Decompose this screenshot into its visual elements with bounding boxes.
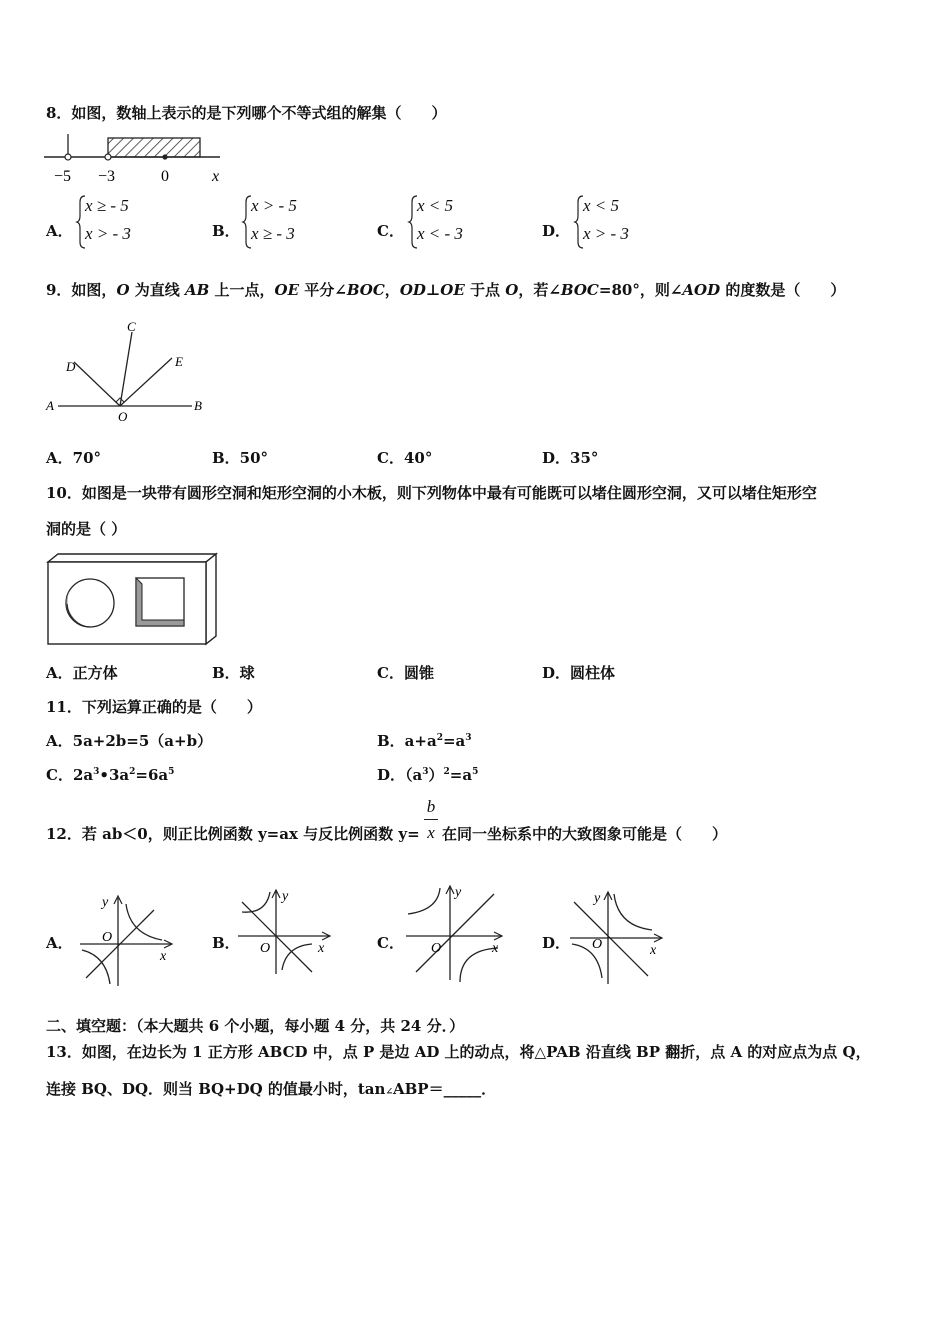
q9-label-a: A	[46, 398, 54, 413]
q12-a-o: O	[102, 930, 113, 945]
q8-option-d-letter[interactable]: D．	[542, 222, 571, 240]
q12-fraction-numerator: b	[426, 797, 436, 816]
q8-option-b-system	[243, 194, 323, 250]
q8-number-line-figure	[44, 128, 244, 188]
q8-option-a-letter[interactable]: A．	[46, 222, 73, 240]
q8-b-line1: x > - 5	[251, 196, 297, 215]
q12-stem-pre: 12．若 ab＜0，则正比例函数 y=ax 与反比例函数 y=	[46, 825, 420, 843]
q13-line2: 连接 BQ、DQ．则当 BQ+DQ 的值最小时，tan∠ABP＝_____．	[46, 1080, 497, 1098]
q9-label-e: E	[175, 354, 183, 369]
q12-c-x: x	[492, 941, 499, 956]
q12-option-c-letter[interactable]: C．	[377, 934, 404, 952]
q12-a-x: x	[160, 949, 167, 964]
q12-d-x: x	[650, 943, 657, 958]
q9-angle-figure	[44, 318, 214, 428]
q11-option-a[interactable]: A．5a+2b=5（a+b）	[46, 732, 213, 750]
q8-c-line1: x < 5	[417, 196, 454, 215]
q9-option-a[interactable]: A．70°	[46, 449, 102, 467]
q8-option-a-system	[77, 194, 157, 250]
q12-option-b-letter[interactable]: B．	[212, 934, 240, 952]
q12-option-a-letter[interactable]: A．	[46, 934, 73, 952]
q9-label-c: C	[127, 319, 136, 334]
q8-a-line1: x ≥ - 5	[85, 196, 129, 215]
section-2-title: 二、填空题：（本大题共 6 个小题，每小题 4 分，共 24 分．）	[46, 1017, 465, 1035]
q9-stem: 9．如图，O 为直线 AB 上一点，OE 平分∠BOC，OD⊥OE 于点 O，若∠BOC=80°，则∠AOD 的度数是（ ）	[46, 281, 846, 299]
axis-label-minus3: −3	[98, 168, 116, 185]
q9-label-d: D	[66, 359, 76, 374]
q8-b-line2: x ≥ - 3	[251, 224, 295, 243]
q11-option-b[interactable]: B．$a+a^2=a^3$	[377, 732, 472, 750]
axis-label-x: x	[212, 168, 220, 185]
q10-option-a[interactable]: A．正方体	[46, 664, 118, 682]
q12-option-c-graph	[402, 880, 512, 990]
q8-option-c-letter[interactable]: C．	[377, 222, 404, 240]
q8-a-line2: x > - 3	[85, 224, 131, 243]
q12-stem-post: 在同一坐标系中的大致图象可能是（ ）	[442, 825, 728, 843]
axis-label-minus5: −5	[54, 168, 72, 185]
q12-c-o: O	[431, 941, 442, 956]
q10-option-b[interactable]: B．球	[212, 664, 255, 682]
q8-d-line1: x < 5	[583, 196, 620, 215]
q8-c-line2: x < - 3	[417, 224, 463, 243]
q10-stem-line2: 洞的是（ ）	[46, 520, 127, 538]
axis-label-zero: 0	[161, 168, 169, 185]
q12-fraction-denominator: x	[427, 823, 435, 842]
q12-d-o: O	[592, 937, 603, 952]
q12-option-d-graph	[568, 886, 668, 986]
q13-line1: 13．如图，在边长为 1 正方形 ABCD 中，点 P 是边 AD 上的动点，将△PAB 沿直线 BP 翻折，点 A 的对应点为点 Q，	[46, 1043, 871, 1061]
q11-option-d[interactable]: D．$(a^3)^2=a^5$	[377, 766, 479, 784]
q12-option-d-letter[interactable]: D．	[542, 934, 571, 952]
q9-label-b: B	[194, 398, 202, 413]
q12-d-y: y	[594, 891, 601, 906]
q12-a-y: y	[102, 895, 109, 910]
q12-option-b-graph	[236, 884, 336, 984]
q12-b-x: x	[318, 941, 325, 956]
q8-stem: 8．如图，数轴上表示的是下列哪个不等式组的解集（ ）	[46, 104, 447, 122]
q12-fraction-bar	[424, 819, 438, 820]
q12-b-y: y	[282, 889, 289, 904]
q8-option-c-system	[409, 194, 489, 250]
q8-d-line2: x > - 3	[583, 224, 629, 243]
q9-option-d[interactable]: D．35°	[542, 449, 599, 467]
q9-label-o: O	[118, 409, 128, 424]
q12-c-y: y	[455, 885, 462, 900]
q10-board-figure	[46, 552, 218, 648]
q8-option-d-system	[575, 194, 655, 250]
q10-option-d[interactable]: D．圆柱体	[542, 664, 616, 682]
q9-option-c[interactable]: C．40°	[377, 449, 433, 467]
q11-option-c[interactable]: C．$2a^3•3a^2=6a^5$	[46, 766, 175, 784]
q8-option-b-letter[interactable]: B．	[212, 222, 240, 240]
q9-option-b[interactable]: B．50°	[212, 449, 269, 467]
q11-stem: 11．下列运算正确的是（ ）	[46, 698, 262, 716]
q10-option-c[interactable]: C．圆锥	[377, 664, 434, 682]
q12-option-a-graph	[76, 890, 176, 990]
q12-b-o: O	[260, 941, 271, 956]
q10-stem-line1: 10．如图是一块带有圆形空洞和矩形空洞的小木板，则下列物体中最有可能既可以堵住圆形空洞，又可以堵住矩形空	[46, 484, 817, 502]
